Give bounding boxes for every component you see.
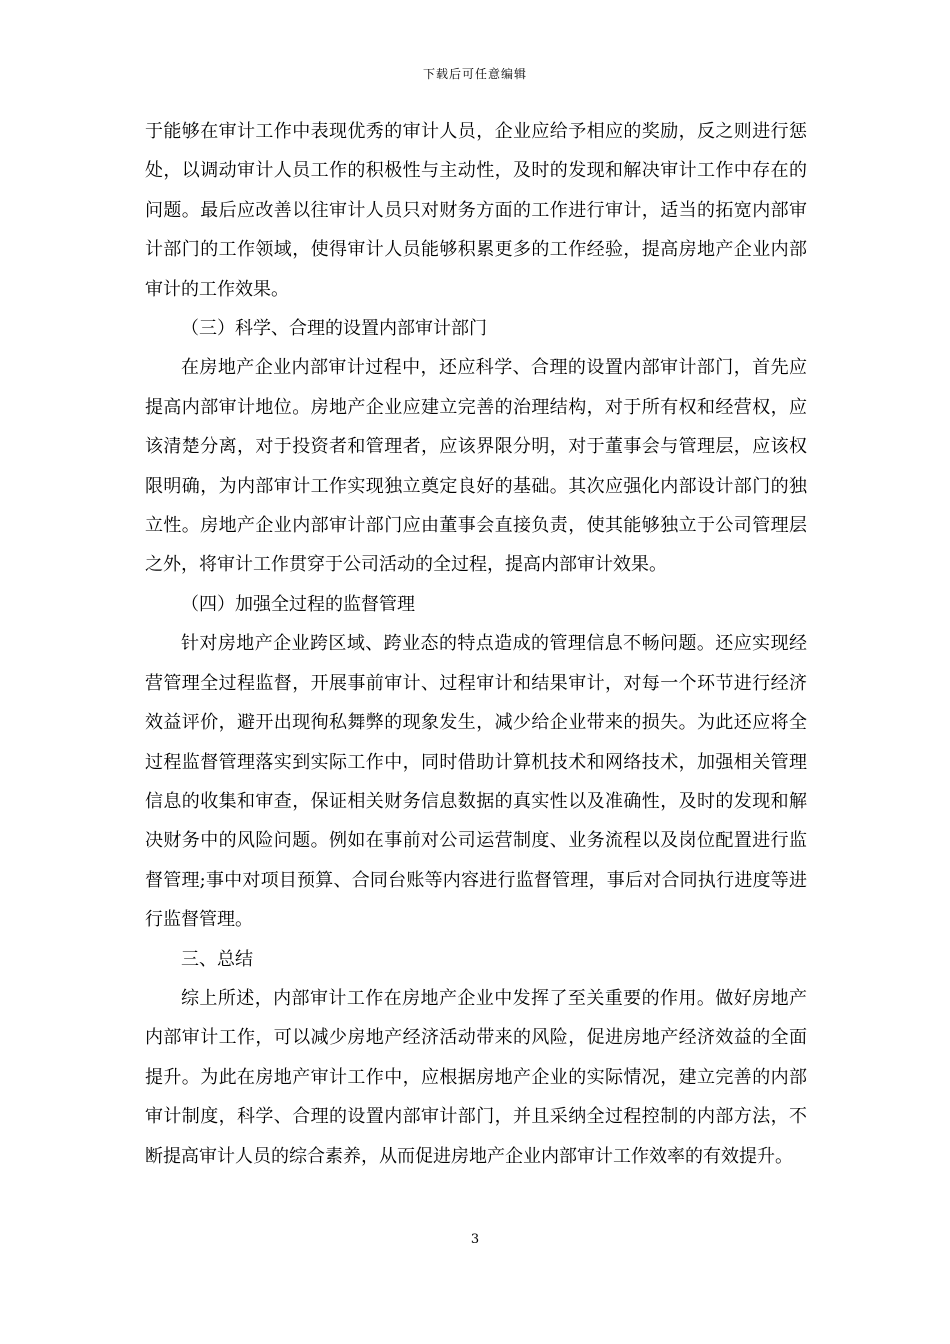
paragraph-body: 综上所述，内部审计工作在房地产企业中发挥了至关重要的作用。做好房地产内部审计工作，可以减少房地产经济活动带来的风险，促进房地产经济效益的全面提升。为此在房地产审计工作中，应根据房地产企业的实际情况，建立完善的内部审计制度，科学、合理的设置内部审计部门，并且采纳全过程控制的内部方法，不断提高审计人员的综合素养，从而促进房地产企业内部审计工作效率的有效提升。 xyxy=(145,987,807,1167)
document-body xyxy=(145,112,807,1176)
page-header-note: 下载后可任意编辑 xyxy=(422,67,527,81)
paragraph-body: 针对房地产企业跨区域、跨业态的特点造成的管理信息不畅问题。还应实现经营管理全过程监督，开展事前审计、过程审计和结果审计，对每一个环节进行经济效益评价，避开出现徇私舞弊的现象发生，减少给企业带来的损失。为此还应将全过程监督管理落实到实际工作中，同时借助计算机技术和网络技术，加强相关管理信息的收集和审查，保证相关财务信息数据的真实性以及准确性，及时的发现和解决财务中的风险问题。例如在事前对公司运营制度、业务流程以及岗位配置进行监督管理;事中对项目预算、合同台账等内容进行监督管理，事后对合同执行进度等进行监督管理。 xyxy=(145,633,807,931)
paragraph-continuation: 于能够在审计工作中表现优秀的审计人员，企业应给予相应的奖励，反之则进行惩处，以调动审计人员工作的积极性与主动性，及时的发现和解决审计工作中存在的问题。最后应改善以往审计人员只对财务方面的工作进行审计，适当的拓宽内部审计部门的工作领域，使得审计人员能够积累更多的工作经验，提高房地产企业内部审计的工作效果。 xyxy=(145,121,807,300)
section-heading-3: （三）科学、合理的设置内部审计部门 xyxy=(181,318,487,340)
paragraph-body: 在房地产企业内部审计过程中，还应科学、合理的设置内部审计部门，首先应提高内部审计地位。房地产企业应建立完善的治理结构，对于所有权和经营权，应该清楚分离，对于投资者和管理者，应该界限分明，对于董事会与管理层，应该权限明确，为内部审计工作实现独立奠定良好的基础。其次应强化内部设计部门的独立性。房地产企业内部审计部门应由董事会直接负责，使其能够独立于公司管理层之外，将审计工作贯穿于公司活动的全过程，提高内部审计效果。 xyxy=(145,357,807,576)
page-number: 3 xyxy=(470,1232,480,1247)
section-heading-summary: 三、总结 xyxy=(181,948,253,970)
section-heading-4: （四）加强全过程的监督管理 xyxy=(181,593,415,615)
